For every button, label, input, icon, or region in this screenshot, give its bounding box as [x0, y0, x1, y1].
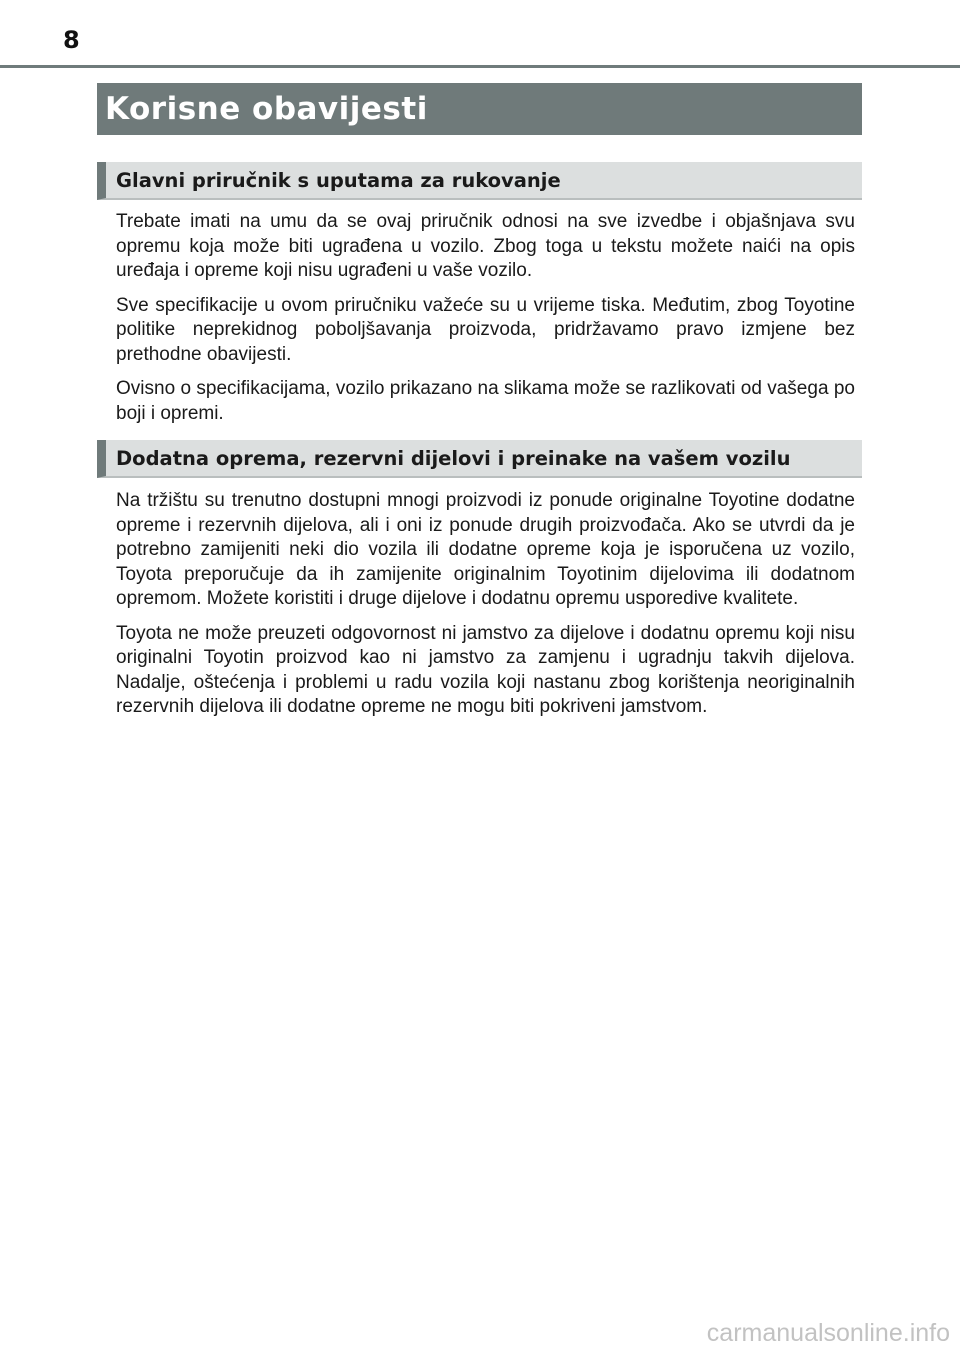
paragraph: Sve specifikacije u ovom priručniku važeće su u vrijeme tiska. Međutim, zbog Toyotine politike neprekidnog poboljšavanja proizvoda, pridržavamo pravo izmjene bez prethodne obavijesti. — [116, 294, 855, 365]
paragraph: Na tržištu su trenutno dostupni mnogi proizvodi iz ponude originalne Toyotine dodatne opreme i rezervnih dijelova, ali i oni iz ponude drugih proizvođača. Ako se utvrdi da je potrebno zamijeniti neki dio vozila ili dodatne opreme koja je isporučena uz vozilo, Toyota preporučuje da ih zamijenite originalnim Toyotinim dijelovima ili dodatnom opremom. Možete koristiti i druge dijelove i dodatnu opremu usporedive kvalitete. — [116, 490, 855, 609]
main-title-bar — [97, 83, 862, 135]
section-title: Glavni priručnik s uputama za rukovanje — [116, 169, 561, 192]
watermark: carmanualsonline.info — [706, 1319, 950, 1347]
section-body-owners-manual — [116, 210, 855, 436]
section-body-accessories — [116, 489, 855, 730]
header-rule — [0, 65, 960, 68]
section-heading-owners-manual — [97, 162, 862, 200]
section-title: Dodatna oprema, rezervni dijelovi i preinake na vašem vozilu — [116, 447, 791, 470]
paragraph: Trebate imati na umu da se ovaj priručnik odnosi na sve izvedbe i objašnjava svu opremu koja može biti ugrađena u vozilo. Zbog toga u tekstu možete naići na opis uređaja i opreme koji nisu ugrađeni u vaše vozilo. — [116, 211, 855, 281]
paragraph: Ovisno o specifikacijama, vozilo prikazano na slikama može se razlikovati od vašega po boji i opremi. — [116, 378, 855, 424]
main-title: Korisne obavijesti — [105, 91, 428, 127]
section-heading-accessories — [97, 440, 862, 478]
page-number: 8 — [63, 26, 80, 54]
paragraph: Toyota ne može preuzeti odgovornost ni jamstvo za dijelove i dodatnu opremu koji nisu originalni Toyotin proizvod kao ni jamstvo za zamjenu i ugradnju takvih dijelova. Nadalje, oštećenja i problemi u radu vozila koji nastanu zbog korištenja neoriginalnih rezervnih dijelova ili dodatne opreme ne mogu biti pokriveni jamstvom. — [116, 622, 855, 717]
